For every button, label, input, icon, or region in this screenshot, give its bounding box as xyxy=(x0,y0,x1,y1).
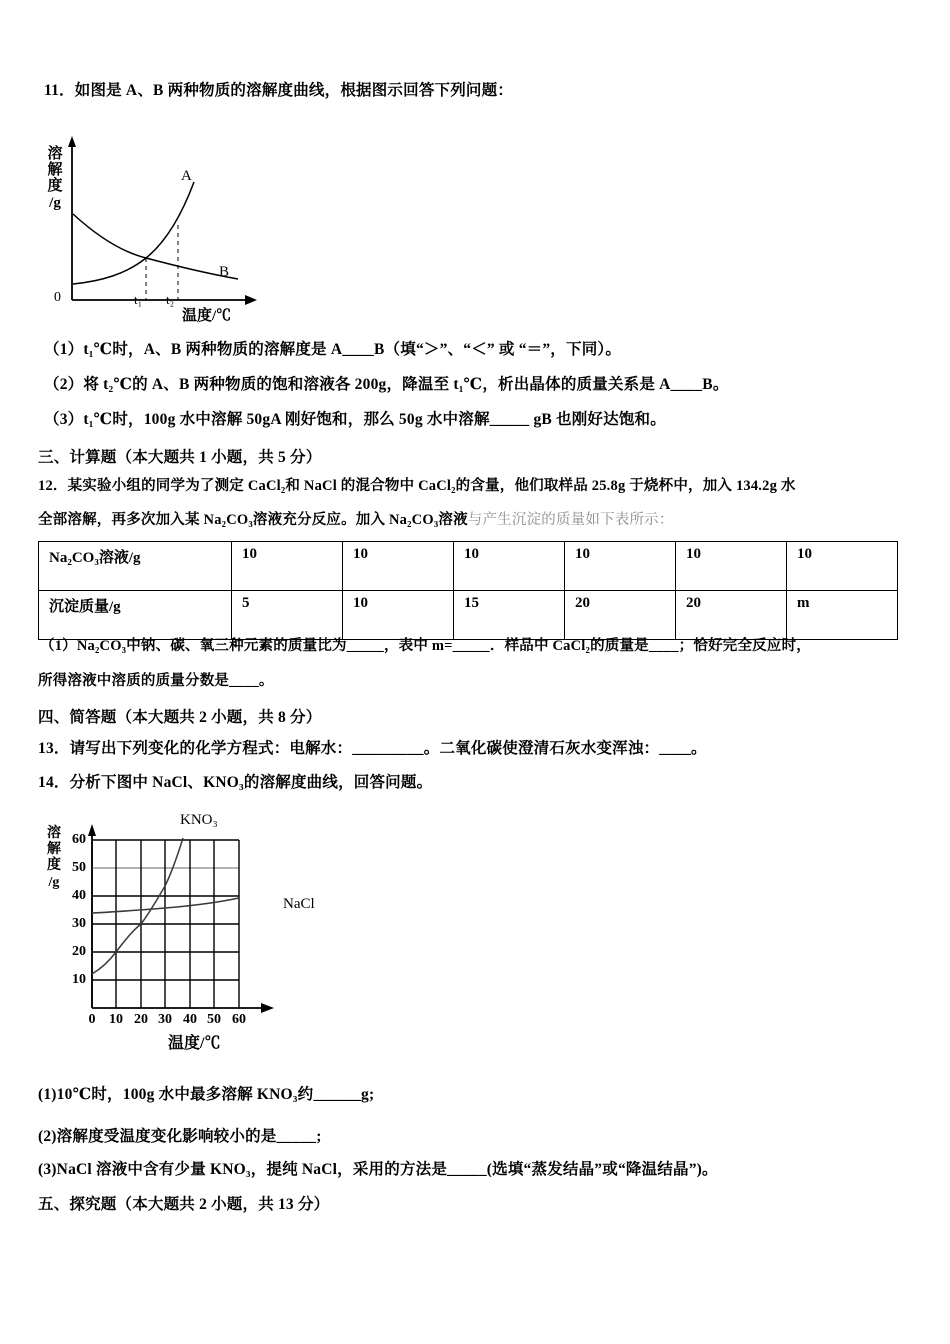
chart2-ylabel-char-4: /g xyxy=(48,874,60,890)
chart2-ylabel-char-3: 度 xyxy=(47,858,61,874)
chart2-y-arrow xyxy=(88,824,96,836)
chart2-svg xyxy=(40,812,360,1042)
question-12-item-1-cont: 所得溶液中溶质的质量分数是____。 xyxy=(38,673,274,689)
chart2-xtick-0: 0 xyxy=(88,1012,96,1027)
table-row-header-precipitate: 沉淀质量/g xyxy=(39,591,232,640)
ylabel-char-2: 解 xyxy=(47,162,63,179)
precipitate-data-table xyxy=(38,541,898,640)
chart2-ytick-40: 40 xyxy=(72,888,86,903)
chart2-xtick-60: 60 xyxy=(232,1012,246,1027)
section-3-heading: 三、计算题（本大题共 1 小题，共 5 分） xyxy=(38,449,322,466)
ylabel-char-4: /g xyxy=(49,194,61,211)
chart2-label-kno3: KNO₃ xyxy=(180,812,218,828)
question-12-line-1: 12．某实验小组的同学为了测定 CaCl₂和 NaCl 的混合物中 CaCl₂的含量，他们取样品 25.8g 于烧杯中，加入 134.2g 水 xyxy=(38,478,796,494)
chart2-x-axis-label: 温度/℃ xyxy=(168,1035,221,1052)
chart2-xtick-40: 40 xyxy=(183,1012,197,1027)
question-11-item-3: （3）t₁℃时，100g 水中溶解 50gA 刚好饱和，那么 50g 水中溶解_____ gB 也刚好达饱和。 xyxy=(44,411,666,428)
chart2-ytick-10: 10 xyxy=(72,972,86,987)
table-cell: 15 xyxy=(454,591,565,640)
chart-solubility-nacl-kno3 xyxy=(40,812,360,1072)
chart2-ytick-20: 20 xyxy=(72,944,86,959)
chart1-y-arrow xyxy=(68,136,76,147)
question-14-item-2: (2)溶解度受温度变化影响较小的是_____; xyxy=(38,1128,322,1145)
chart2-xtick-30: 30 xyxy=(158,1012,172,1027)
question-13: 13．请写出下列变化的化学方程式：电解水：_________。二氧化碳使澄清石灰水变浑浊：____。 xyxy=(38,740,707,757)
table-cell: 10 xyxy=(676,542,787,591)
table-cell: 10 xyxy=(232,542,343,591)
chart1-tick-t2: t₂ xyxy=(166,292,175,307)
ylabel-char-3: 度 xyxy=(47,178,63,195)
question-14-item-3: (3)NaCl 溶液中含有少量 KNO₃，提纯 NaCl，采用的方法是_____(选填“蒸发结晶”或“降温结晶”)。 xyxy=(38,1161,718,1178)
chart1-x-arrow xyxy=(245,295,257,305)
question-14-item-1: (1)10℃时，100g 水中最多溶解 KNO₃约______g; xyxy=(38,1086,375,1103)
table-cell: m xyxy=(787,591,898,640)
chart2-curve-kno3 xyxy=(92,838,183,974)
chart1-label-a: A xyxy=(181,168,192,184)
chart1-origin-label: 0 xyxy=(54,290,61,305)
chart2-ylabel-char-1: 溶 xyxy=(47,826,61,841)
chart-solubility-ab xyxy=(42,132,342,332)
table-cell: 10 xyxy=(454,542,565,591)
question-12-line-2 xyxy=(38,512,674,529)
table-cell: 10 xyxy=(565,542,676,591)
chart1-x-axis-label: 温度/℃ xyxy=(182,308,232,324)
chart1-svg xyxy=(42,132,342,332)
question-14-stem: 14．分析下图中 NaCl、KNO₃的溶解度曲线，回答问题。 xyxy=(38,774,433,791)
ylabel-char-1: 溶 xyxy=(47,146,63,162)
chart2-ytick-30: 30 xyxy=(72,916,86,931)
question-11-stem: 11．如图是 A、B 两种物质的溶解度曲线，根据图示回答下列问题： xyxy=(44,82,514,99)
chart1-label-b: B xyxy=(219,264,230,280)
chart1-curve-a xyxy=(73,182,194,284)
chart2-label-nacl: NaCl xyxy=(283,896,315,912)
table-cell: 20 xyxy=(565,591,676,640)
chart2-x-arrow xyxy=(261,1003,274,1013)
table-cell: 10 xyxy=(787,542,898,591)
chart2-ytick-50: 50 xyxy=(72,860,86,875)
question-11-item-1: （1）t₁℃时，A、B 两种物质的溶解度是 A____B（填“＞”、“＜” 或 “＝”，下同）。 xyxy=(44,341,622,358)
chart2-xtick-20: 20 xyxy=(134,1012,148,1027)
question-12-line-2-gray: 与产生沉淀的质量如下表所示： xyxy=(467,512,674,528)
chart2-ytick-60: 60 xyxy=(72,832,86,847)
table-row xyxy=(39,542,898,591)
table-cell: 10 xyxy=(343,542,454,591)
question-12-item-1: （1）Na₂CO₃中钠、碳、氧三种元素的质量比为_____，表中 m=_____．样品中 CaCl₂的质量是____；恰好完全反应时， xyxy=(40,638,811,654)
question-11-item-2: （2）将 t₂℃的 A、B 两种物质的饱和溶液各 200g，降温至 t₁℃，析出晶体的质量关系是 A____B。 xyxy=(44,376,729,393)
table-cell: 20 xyxy=(676,591,787,640)
chart2-xtick-50: 50 xyxy=(207,1012,221,1027)
chart2-ylabel-char-2: 解 xyxy=(47,842,61,858)
chart1-curve-b xyxy=(73,214,238,279)
question-12-line-2-main: 全部溶解，再多次加入某 Na₂CO₃溶液充分反应。加入 Na₂CO₃溶液 xyxy=(38,512,468,528)
chart2-xtick-10: 10 xyxy=(109,1012,123,1027)
chart1-tick-t1: t₁ xyxy=(134,292,143,307)
section-4-heading: 四、简答题（本大题共 2 小题，共 8 分） xyxy=(38,709,322,726)
table-row-header-na2co3: Na₂CO₃溶液/g xyxy=(39,542,232,591)
table-row xyxy=(39,591,898,640)
table-cell: 5 xyxy=(232,591,343,640)
section-5-heading: 五、探究题（本大题共 2 小题，共 13 分） xyxy=(38,1196,330,1213)
table-cell: 10 xyxy=(343,591,454,640)
